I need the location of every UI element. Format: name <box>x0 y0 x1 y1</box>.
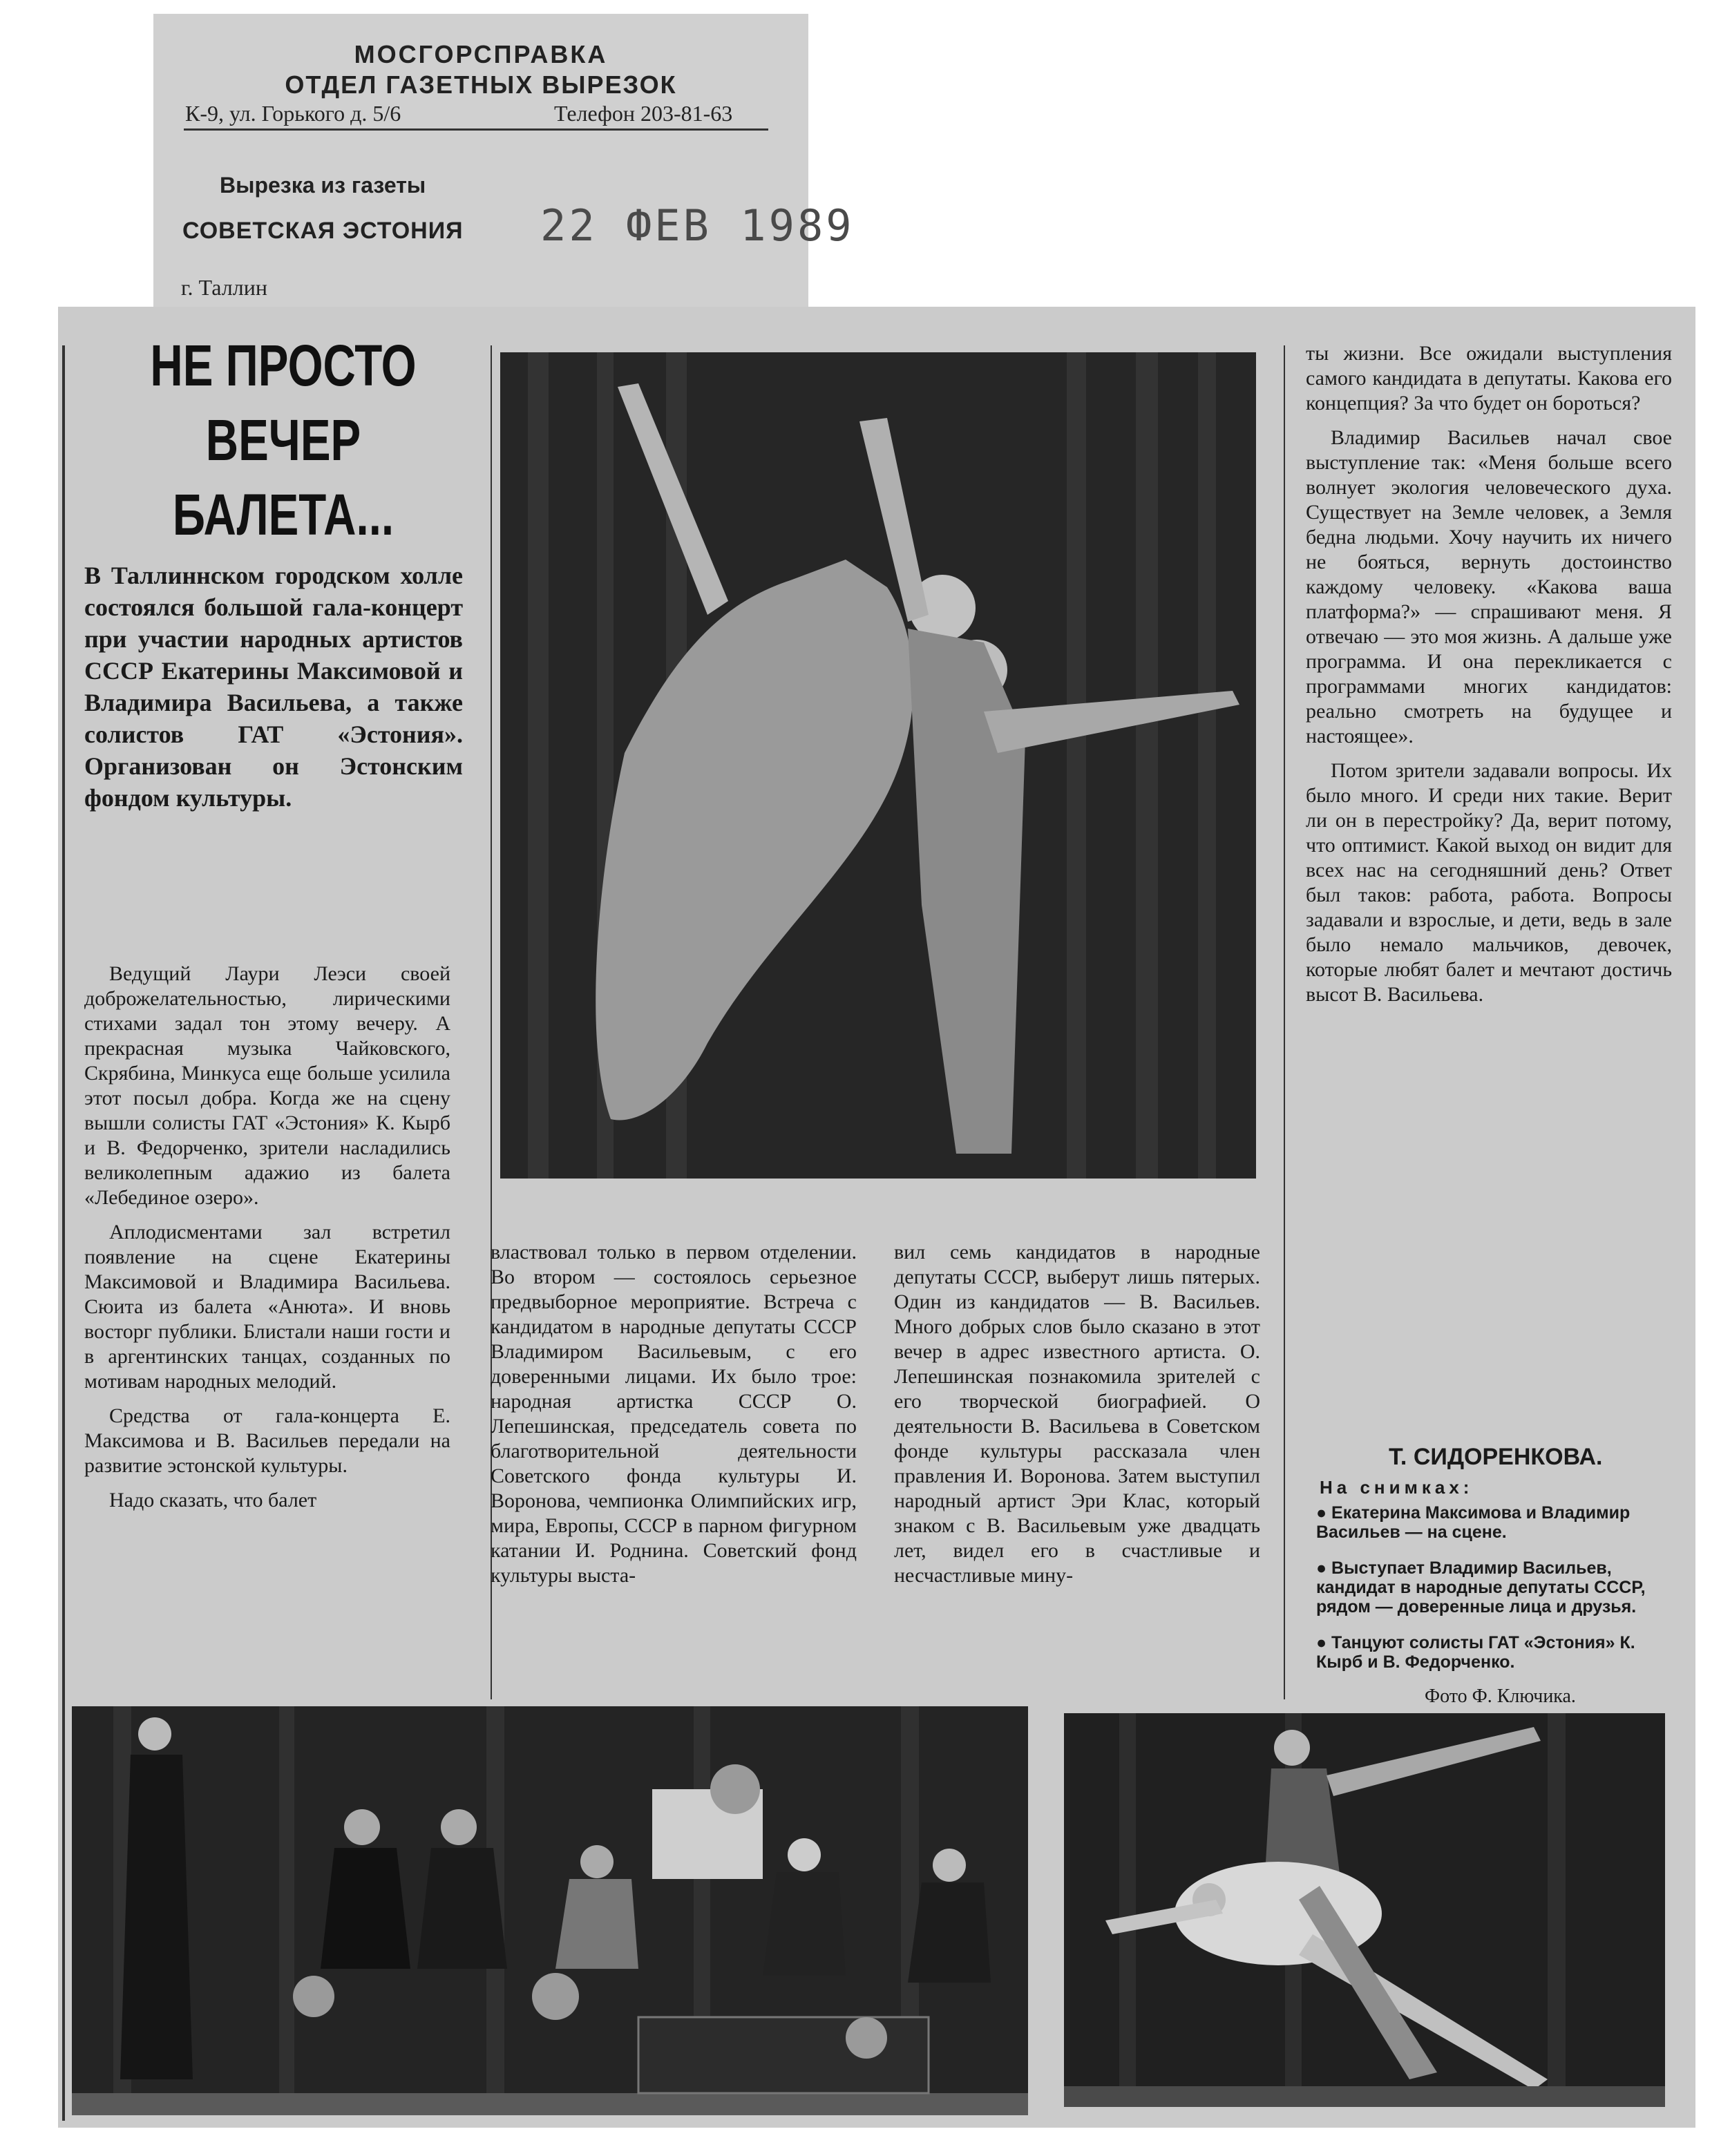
article-column-4 <box>1306 341 1672 1007</box>
stamp-date: 22 ФЕВ 1989 <box>540 200 855 251</box>
article-lead: В Таллиннском городском холле состоялся большой гала-концерт при участии народных артистов СССР Екатерины Максимовой и Владимира Васильева, а также солистов ГАТ «Эстония». Организован он Эстонским фондом культуры. <box>84 562 463 812</box>
column-rule-2 <box>1284 345 1285 1699</box>
caption-2: ● Выступает Владимир Васильев, кандидат в народные депутаты СССР, рядом — доверенные лица и друзья. <box>1316 1558 1646 1616</box>
stamp-clipping-label: Вырезка из газеты <box>220 173 426 198</box>
article-column-2 <box>491 1240 857 1588</box>
headline-line-2: ВЕЧЕР <box>205 408 361 473</box>
photo-ballet-duet-image <box>500 352 1256 1179</box>
article-author: Т. СИДОРЕНКОВА. <box>1389 1444 1603 1470</box>
col1-paragraph-3: Средства от гала-концерта Е. Максимова и В. Васильев передали на развитие эстонской культуры. <box>84 1404 450 1477</box>
caption-3: ● Танцуют солисты ГАТ «Эстония» К. Кырб и В. Федорченко. <box>1316 1633 1635 1672</box>
col1-paragraph-2: Аплодисментами зал встретил появление на сцене Екатерины Максимовой и Владимира Васильева. Сюита из балета «Анюта». И вновь восторг публики. Блистали наши гости и в аргентинских танцах, созданных по мотивам народных мелодий. <box>84 1221 450 1393</box>
col3-paragraph-1: вил семь кандидатов в народные депутаты СССР, выберут лишь пятерых. Один из кандидатов — В. Васильев. Много добрых слов было сказано в этот вечер в адрес известного артиста. О. Лепешинская познакомила зрителей с его творческой биографией. О деятельности В. Васильева в Советском фонде культуры рассказала член правления И. Воронова. Затем выступил народный артист Эри Клас, который знаком с В. Васильевым уже двадцать лет, видел его в счастливые и несчастливые мину- <box>894 1241 1260 1587</box>
col1-paragraph-4: Надо сказать, что балет <box>109 1489 317 1511</box>
headline-line-1: НЕ ПРОСТО <box>150 333 417 398</box>
article-column-1 <box>84 962 450 1513</box>
stamp-city: г. Таллин <box>181 275 267 300</box>
photo-ballet-duet <box>500 352 1256 1179</box>
col4-paragraph-1: ты жизни. Все ожидали выступления самого кандидата в депутаты. Какова его концепция? За что будет он бороться? <box>1306 342 1672 414</box>
photo-campaign-meeting <box>72 1706 1028 2115</box>
headline-line-3: БАЛЕТА... <box>172 482 395 547</box>
stamp-department: ОТДЕЛ ГАЗЕТНЫХ ВЫРЕЗОК <box>285 70 677 99</box>
captions-heading: На снимках: <box>1320 1477 1474 1498</box>
caption-1: ● Екатерина Максимова и Владимир Васильев — на сцене. <box>1316 1503 1631 1542</box>
article-headline <box>133 328 435 552</box>
article-column-3 <box>894 1240 1260 1588</box>
left-border-rule <box>62 345 65 2121</box>
stamp-address: К-9, ул. Горького д. 5/6 <box>185 101 401 126</box>
col4-paragraph-3: Потом зрители задавали вопросы. Их было много. И среди них такие. Верит ли он в перестройку? Да, верит потому, что оптимист. Какой выход он видит для всех нас на сегодняшний день? Ответ был таков: работа, работа. Вопросы задавали и взрослые, и дети, ведь в зале было немало мальчиков, девочек, которые любят балет и мечтают достичь высот В. Васильева. <box>1306 759 1672 1006</box>
photo-campaign-meeting-image <box>72 1706 1028 2115</box>
col1-paragraph-1: Ведущий Лаури Леэси своей доброжелательностью, лирическими стихами задал тон этому вечеру. А прекрасная музыка Чайковского, Скрябина, Минкуса еще больше усилила этот посыл добра. Когда же на сцену вышли солисты ГАТ «Эстония» К. Кырб и В. Федорченко, зрители насладились великолепным адажио из балета «Лебединое озеро». <box>84 962 450 1209</box>
stamp-divider <box>184 128 768 131</box>
col4-paragraph-2: Владимир Васильев начал свое выступление так: «Меня больше всего волнует экология человеческого духа. Существует на Земле человек, а Земля бедна людьми. Хочу научить их ничего не бояться, вернуть достоинство каждому человеку. «Какова ваша платформа?» — спрашивают меня. Я отвечаю — это моя жизнь. А дальше уже программа. И она перекликается с программами многих кандидатов: реально смотреть на будущее и настоящее». <box>1306 426 1672 747</box>
stamp-phone: Телефон 203-81-63 <box>554 101 733 126</box>
clipping-stamp <box>153 14 855 311</box>
photo-ballet-soloists-image <box>1064 1713 1665 2107</box>
photo-ballet-soloists <box>1064 1713 1665 2107</box>
col2-paragraph-1: властвовал только в первом отделении. Во втором — состоялось серьезное предвыборное мероприятие. Встреча с кандидатом в народные депутаты СССР Владимиром Васильевым, с его доверенными лицами. Их было трое: народная артистка СССР О. Лепешинская, председатель совета по благотворительной деятельности Советского фонда культуры И. Воронова, чемпионка Олимпийских игр, мира, Европы, СССР в парном фигурном катании И. Роднина. Советский фонд культуры выста- <box>491 1241 857 1587</box>
stamp-newspaper: СОВЕТСКАЯ ЭСТОНИЯ <box>182 218 464 244</box>
stamp-agency: МОСГОРСПРАВКА <box>354 40 608 68</box>
photo-credit: Фото Ф. Ключика. <box>1425 1686 1576 1707</box>
